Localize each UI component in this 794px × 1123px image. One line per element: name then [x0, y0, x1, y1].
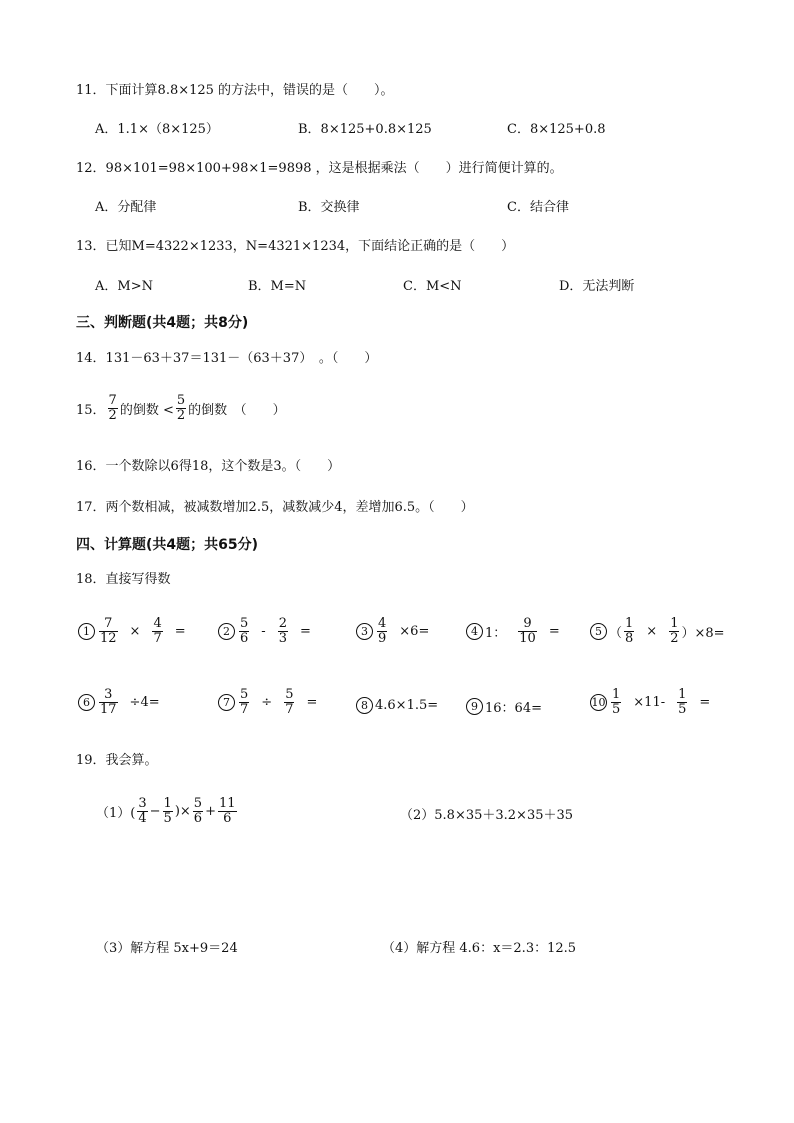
q13-option-c: C．M<N: [403, 279, 462, 294]
fraction: $\frac{5}{2}$: [176, 393, 186, 423]
calc-item-2: 2 $\frac{5}{6}$ - $\frac{2}{3}$ =: [218, 617, 311, 646]
question-19-title: 19．我会算。: [76, 753, 158, 768]
section-4-heading: 四、计算题(共4题；共65分): [76, 537, 259, 553]
section-3-heading: 三、判断题(共4题；共8分): [76, 315, 249, 331]
question-17: 17．两个数相减，被减数增加2.5，减数减少4，差增加6.5。（ ）: [76, 500, 474, 515]
item-number: 5: [590, 623, 607, 640]
q12-option-b: B．交换律: [298, 200, 360, 215]
q12-option-c: C．结合律: [507, 200, 569, 215]
question-18-title: 18．直接写得数: [76, 572, 171, 587]
item-number: 9: [466, 698, 483, 715]
calc-item-3: 3 $\frac{4}{9}$ ×6=: [356, 617, 429, 646]
calc-item-9: 9 16：64=: [466, 697, 542, 716]
question-12: 12．98×101=98×100+98×1=9898 ，这是根据乘法（ ）进行简便计算的。: [76, 161, 563, 176]
calc-item-5: 5 （ $\frac{1}{8}$ × $\frac{1}{2}$ ）×8=: [590, 617, 725, 646]
item-number: 1: [78, 623, 95, 640]
question-13: 13．已知M=4322×1233，N=4321×1234，下面结论正确的是（ ）: [76, 239, 515, 254]
calc-item-8: 8 4.6×1.5=: [356, 697, 438, 714]
q13-option-d: D．无法判断: [559, 279, 635, 294]
calc-item-10: 10 $\frac{1}{5}$ ×11- $\frac{1}{5}$ =: [591, 687, 711, 717]
item-number: 4: [466, 623, 483, 640]
item-number: 8: [356, 697, 373, 714]
calc-item-1: 1 $\frac{7}{12}$ × $\frac{4}{7}$ =: [78, 617, 186, 646]
q19-part-1: （1）( $\frac{3}{4}$ − $\frac{1}{5}$ )× $\frac{5}{6}$ + $\frac{11}{6}$: [96, 796, 236, 826]
item-number: 10: [591, 696, 606, 709]
item-number: 2: [218, 623, 235, 640]
question-11: 11．下面计算8.8×125 的方法中，错误的是（ ）。: [76, 83, 394, 98]
q13-option-a: A．M>N: [95, 279, 153, 294]
q13-option-b: B．M=N: [248, 279, 307, 294]
item-number: 7: [218, 694, 235, 711]
q12-option-a: A．分配律: [95, 200, 157, 215]
fraction: $\frac{7}{2}$: [108, 393, 117, 423]
q19-part-2: （2）5.8×35＋3.2×35＋35: [400, 808, 574, 823]
calc-item-7: 7 $\frac{5}{7}$ ÷ $\frac{5}{7}$ =: [218, 688, 317, 717]
item-number: 6: [78, 694, 95, 711]
q11-option-a: A．1.1×（8×125）: [95, 122, 219, 137]
question-14: 14．131－63＋37＝131－（63＋37） 。（ ）: [76, 351, 378, 366]
q11-option-c: C．8×125+0.8: [507, 122, 606, 137]
question-15: 15． $\frac{7}{2}$ 的倒数 < $\frac{5}{2}$ 的倒数 （ ）: [76, 393, 286, 423]
calc-item-6: 6 $\frac{3}{17}$ ÷4=: [78, 688, 160, 717]
q19-part-3: （3）解方程 5x+9＝24: [96, 941, 238, 956]
q19-part-4: （4）解方程 4.6：x＝2.3：12.5: [382, 941, 577, 956]
calc-item-4: 4 1： $\frac{9}{10}$ =: [466, 617, 560, 646]
q11-option-b: B．8×125+0.8×125: [298, 122, 432, 137]
question-16: 16．一个数除以6得18，这个数是3。（ ）: [76, 459, 341, 474]
item-number: 3: [356, 623, 373, 640]
